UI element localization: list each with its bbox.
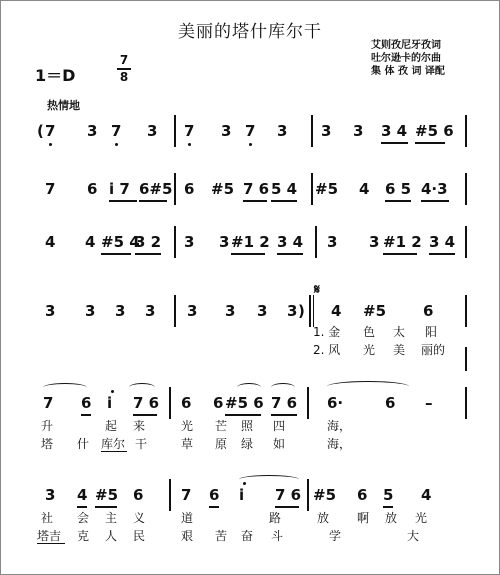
bar-line: [311, 173, 313, 205]
beam-underline: [243, 200, 267, 202]
lyric: 社: [41, 511, 54, 525]
bar-line: [315, 226, 317, 258]
translator-credit: 集 体 孜 词 译配: [371, 66, 445, 77]
note: 6: [385, 394, 396, 412]
note: #1 2: [383, 233, 422, 251]
paren-open: (: [37, 122, 44, 140]
low-octave-dot: [49, 143, 52, 146]
key-signature: 1＝D: [35, 66, 76, 85]
lyric: 美: [393, 343, 406, 357]
note: #5: [313, 486, 337, 504]
note: #5: [363, 302, 387, 320]
note: 6: [184, 180, 195, 198]
bar-line: [169, 479, 171, 511]
note: #5: [95, 486, 119, 504]
bar-line: [174, 295, 176, 327]
note: 7 6: [243, 180, 270, 198]
note: 7: [184, 122, 195, 140]
composer-credit: 吐尔逊卡的尔曲: [371, 53, 441, 64]
note: 3: [257, 302, 268, 320]
note: 7 6: [275, 486, 302, 504]
lyric: 苦: [215, 529, 228, 543]
note: 7 6: [133, 394, 160, 412]
lyric-underline: [101, 451, 127, 452]
bar-line: [465, 173, 467, 205]
lyric: 啊: [357, 511, 370, 525]
note: 4: [85, 233, 96, 251]
note: 3: [369, 233, 380, 251]
lyric: 人: [105, 529, 118, 543]
lyric: 原: [215, 437, 228, 451]
note: 3: [85, 302, 96, 320]
beam-underline: [385, 200, 411, 202]
lyric: 学: [329, 529, 342, 543]
bar-line: [174, 173, 176, 205]
lyric: 阳: [425, 325, 438, 339]
note: 3: [321, 122, 332, 140]
staff-row-5: [1, 393, 499, 413]
lyric: 光: [181, 419, 194, 433]
low-octave-dot: [249, 143, 252, 146]
note: 3: [45, 486, 56, 504]
note: i: [239, 486, 245, 504]
note: 6#5: [139, 180, 173, 198]
lyric-underline: [37, 543, 65, 544]
lyric: 义: [133, 511, 146, 525]
note: 3: [221, 122, 232, 140]
lyric: 路: [269, 511, 282, 525]
bar-line: [465, 347, 467, 371]
bar-line: [174, 226, 176, 258]
note: #5 4: [101, 233, 140, 251]
beam-underline: [209, 506, 219, 508]
slur: [237, 383, 261, 392]
beam-underline: [101, 253, 131, 255]
lyric: 道: [181, 511, 194, 525]
beam-underline: [383, 253, 417, 255]
note: 3 2: [135, 233, 162, 251]
beam-underline: [77, 506, 87, 508]
lyric: 斗: [271, 529, 284, 543]
staff-row-2: [1, 179, 499, 199]
bar-line: [465, 387, 467, 419]
note: 6: [133, 486, 144, 504]
lyric: 塔: [41, 437, 54, 451]
note: 3: [145, 302, 156, 320]
bar-line: [174, 115, 176, 147]
note: 6·: [327, 394, 344, 412]
lyric: 四: [273, 419, 286, 433]
beam-underline: [139, 200, 167, 202]
lyric: 海，: [327, 437, 352, 451]
note: 7: [181, 486, 192, 504]
lyric: 光: [363, 343, 376, 357]
note: 4: [331, 302, 342, 320]
note: 7: [45, 122, 56, 140]
note: #5 6: [225, 394, 264, 412]
note: 6: [209, 486, 220, 504]
note: i 7: [109, 180, 130, 198]
note: 3: [187, 302, 198, 320]
note: #5: [211, 180, 235, 198]
lyric: 如: [273, 437, 286, 451]
beam-underline: [271, 200, 297, 202]
lyricist-credit: 艾则孜尼牙孜词: [371, 40, 441, 51]
lyric: 克: [77, 529, 90, 543]
note: 6: [181, 394, 192, 412]
note: 7: [45, 180, 56, 198]
lyric: 主: [105, 511, 118, 525]
time-denominator: 8: [119, 69, 129, 84]
note: 6: [423, 302, 434, 320]
note: 4: [77, 486, 88, 504]
high-octave-dot: [111, 390, 114, 393]
note: 7 6: [271, 394, 298, 412]
bar-line: [307, 479, 309, 511]
beam-underline: [231, 253, 265, 255]
note: 3 4: [429, 233, 456, 251]
note: 4: [45, 233, 56, 251]
lyric: 民: [133, 529, 146, 543]
beam-underline: [277, 253, 303, 255]
slur: [129, 383, 155, 392]
paren-close: ): [298, 302, 305, 320]
note: 5 4: [271, 180, 298, 198]
bar-line: [465, 115, 467, 147]
note: 6: [87, 180, 98, 198]
bar-line: [311, 115, 313, 147]
note: #5 6: [415, 122, 454, 140]
note: 6: [81, 394, 92, 412]
note: 3: [277, 122, 288, 140]
note: 3: [45, 302, 56, 320]
slur: [239, 475, 299, 484]
beam-underline: [421, 200, 449, 202]
slur: [271, 383, 295, 392]
beam-underline: [133, 414, 157, 416]
note: 4: [421, 486, 432, 504]
beam-underline: [383, 506, 393, 508]
lyric: 什: [77, 437, 90, 451]
note: 4: [359, 180, 370, 198]
staff-row-3: [1, 232, 499, 252]
note: 3: [327, 233, 338, 251]
note: 3: [353, 122, 364, 140]
beam-underline: [81, 414, 91, 416]
note: 3 4: [277, 233, 304, 251]
lyric: 来: [133, 419, 146, 433]
beam-underline: [109, 200, 137, 202]
note: 3: [147, 122, 158, 140]
lyric: 照: [241, 419, 254, 433]
song-title: 美丽的塔什库尔干: [178, 22, 322, 42]
note: 3: [115, 302, 126, 320]
note: 6: [357, 486, 368, 504]
note: 4·3: [421, 180, 448, 198]
lyric: 1. 金: [313, 325, 341, 339]
note: 3: [287, 302, 298, 320]
beam-underline: [135, 253, 161, 255]
lyric: 塔吉: [37, 529, 62, 543]
note: 5: [383, 486, 394, 504]
bar-line: [465, 226, 467, 258]
note: 7: [111, 122, 122, 140]
bar-line: [465, 295, 467, 327]
bar-line: [169, 387, 171, 419]
sustain-dash: –: [425, 394, 433, 412]
note: 6: [213, 394, 224, 412]
lyric: 海，: [327, 419, 352, 433]
beam-underline: [225, 414, 261, 416]
note: #1 2: [231, 233, 270, 251]
note: 3: [225, 302, 236, 320]
lyric: 绿: [241, 437, 254, 451]
beam-underline: [271, 414, 297, 416]
lyric: 太: [393, 325, 406, 339]
lyric: 升: [41, 419, 54, 433]
note: i: [107, 394, 113, 412]
beam-underline: [95, 506, 117, 508]
lyric: 光: [415, 511, 428, 525]
lyric: 起: [105, 419, 118, 433]
lyric: 放: [385, 511, 398, 525]
bar-line: [309, 295, 311, 327]
bar-line: [307, 387, 309, 419]
staff-row-6: [1, 485, 499, 505]
lyric: 草: [181, 437, 194, 451]
lyric: 芒: [215, 419, 228, 433]
staff-row-4: [1, 301, 499, 321]
credits: [371, 39, 445, 78]
lyric: 丽的: [421, 343, 446, 357]
note: 3 4: [381, 122, 408, 140]
note: 3: [219, 233, 230, 251]
beam-underline: [429, 253, 455, 255]
slur: [43, 383, 87, 392]
lyric: 色: [363, 325, 376, 339]
note: 7: [245, 122, 256, 140]
tempo-marking: 热情地: [47, 99, 80, 112]
lyric: 奋: [241, 529, 254, 543]
staff-row-1: [1, 121, 499, 141]
beam-underline: [381, 142, 408, 144]
note: 3: [184, 233, 195, 251]
time-numerator: 7: [119, 53, 129, 67]
low-octave-dot: [188, 143, 191, 146]
note: #5: [315, 180, 339, 198]
slur: [327, 381, 409, 392]
low-octave-dot: [115, 143, 118, 146]
beam-underline: [415, 142, 445, 144]
lyric: 干: [135, 437, 148, 451]
lyric: 库尔: [101, 437, 126, 451]
time-signature: [117, 54, 131, 84]
lyric: 大: [407, 529, 420, 543]
beam-underline: [275, 506, 299, 508]
lyric: 会: [77, 511, 90, 525]
note: 7: [43, 394, 54, 412]
lyric: 2. 风: [313, 343, 341, 357]
lyric: 艰: [181, 529, 194, 543]
bar-line: [313, 295, 314, 327]
note: 6 5: [385, 180, 412, 198]
segno-icon: 𝄋: [314, 282, 321, 298]
lyric: 放: [317, 511, 330, 525]
high-octave-dot: [243, 482, 246, 485]
note: 3: [87, 122, 98, 140]
